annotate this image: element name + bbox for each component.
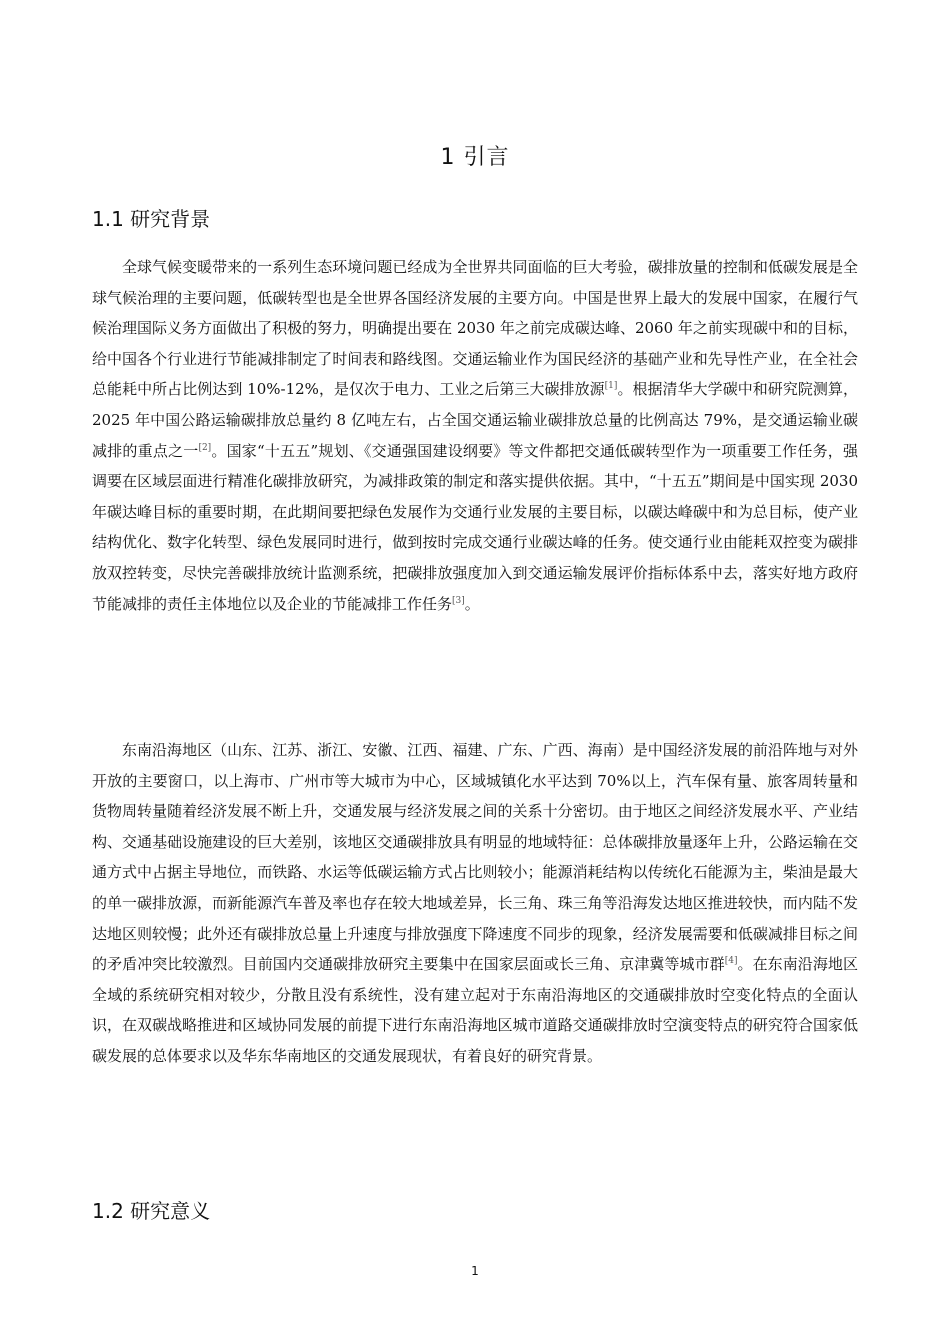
- chapter-title: 1 引言: [440, 145, 510, 170]
- section-heading-research-significance: 1.2 研究意义: [92, 1199, 211, 1223]
- paragraph-text: 全球气候变暖带来的一系列生态环境问题已经成为全世界共同面临的巨大考验，碳排放量的控制和低碳发展是全球气候治理的主要问题，低碳转型也是全世界各国经济发展的主要方向。中国是世界上最大的发展中国家，在履行气候治理国际义务方面做出了积极的努力，明确提出要在 2030 年之前完成碳达峰、2060 年之前实现碳中和的目标，给中国各个行业进行节能减排制定了时间表和路线图。交通运输业作为国民经济的基础产业和先导性产业，在全社会总能耗中所占比例达到 10%-12%，是仅次于电力、工业之后第三大碳排放源: [92, 258, 858, 399]
- citation-ref[interactable]: [2]: [198, 442, 212, 453]
- paragraph-text: 。在东南沿海地区全域的系统研究相对较少，分散且没有系统性，没有建立起对于东南沿海地区的交通碳排放时空变化特点的全面认识，在双碳战略推进和区域协同发展的前提下进行东南沿海地区城市道路交通碳排放时空演变特点的研究符合国家低碳发展的总体要求以及华东华南地区的交通发展现状，有着良好的研究背景。: [92, 955, 858, 1065]
- paragraph-text: 。根据清华大学碳中和研究院测算，2025 年中国公路运输碳排放总量约 8 亿吨左右，占全国交通运输业碳排放总量的比例高达 79%，是交通运输业碳减排的重点之一: [92, 380, 858, 460]
- paragraph-background-2: [92, 735, 858, 1072]
- citation-ref[interactable]: [3]: [452, 595, 465, 606]
- paragraph-text: 。国家“十五五”规划、《交通强国建设纲要》等文件都把交通低碳转型作为一项重要工作任务，强调要在区域层面进行精准化碳排放研究，为减排政策的制定和落实提供依据。其中，“十五五”期间是中国实现 2030 年碳达峰目标的重要时期，在此期间要把绿色发展作为交通行业发展的主要目标，以碳达峰碳中和为总目标，使产业结构优化、数字化转型、绿色发展同时进行，做到按时完成交通行业碳达峰的任务。使交通行业由能耗双控变为碳排放双控转变，尽快完善碳排放统计监测系统，把碳排放强度加入到交通运输发展评价指标体系中去，落实好地方政府节能减排的责任主体地位以及企业的节能减排工作任务: [92, 441, 858, 613]
- page-number: 1: [471, 1264, 479, 1278]
- paragraph-background-1: [92, 252, 858, 619]
- paragraph-text: 。: [464, 594, 480, 613]
- citation-ref[interactable]: [1]: [604, 381, 618, 392]
- paragraph-text: 东南沿海地区（山东、江苏、浙江、安徽、江西、福建、广东、广西、海南）是中国经济发展的前沿阵地与对外开放的主要窗口，以上海市、广州市等大城市为中心，区域城镇化水平达到 70%以上，汽车保有量、旅客周转量和货物周转量随着经济发展不断上升，交通发展与经济发展之间的关系十分密切。由于地区之间经济发展水平、产业结构、交通基础设施建设的巨大差别，该地区交通碳排放具有明显的地域特征：总体碳排放量逐年上升，公路运输在交通方式中占据主导地位，而铁路、水运等低碳运输方式占比则较小；能源消耗结构以传统化石能源为主，柴油是最大的单一碳排放源，而新能源汽车普及率也存在较大地域差异，长三角、珠三角等沿海发达地区推进较快，而内陆不发达地区则较慢；此外还有碳排放总量上升速度与排放强度下降速度不同步的现象，经济发展需要和低碳减排目标之间的矛盾冲突比较激烈。目前国内交通碳排放研究主要集中在国家层面或长三角、京津冀等城市群: [92, 741, 858, 974]
- citation-ref[interactable]: [4]: [724, 956, 738, 967]
- section-heading-research-background: 1.1 研究背景: [92, 207, 211, 231]
